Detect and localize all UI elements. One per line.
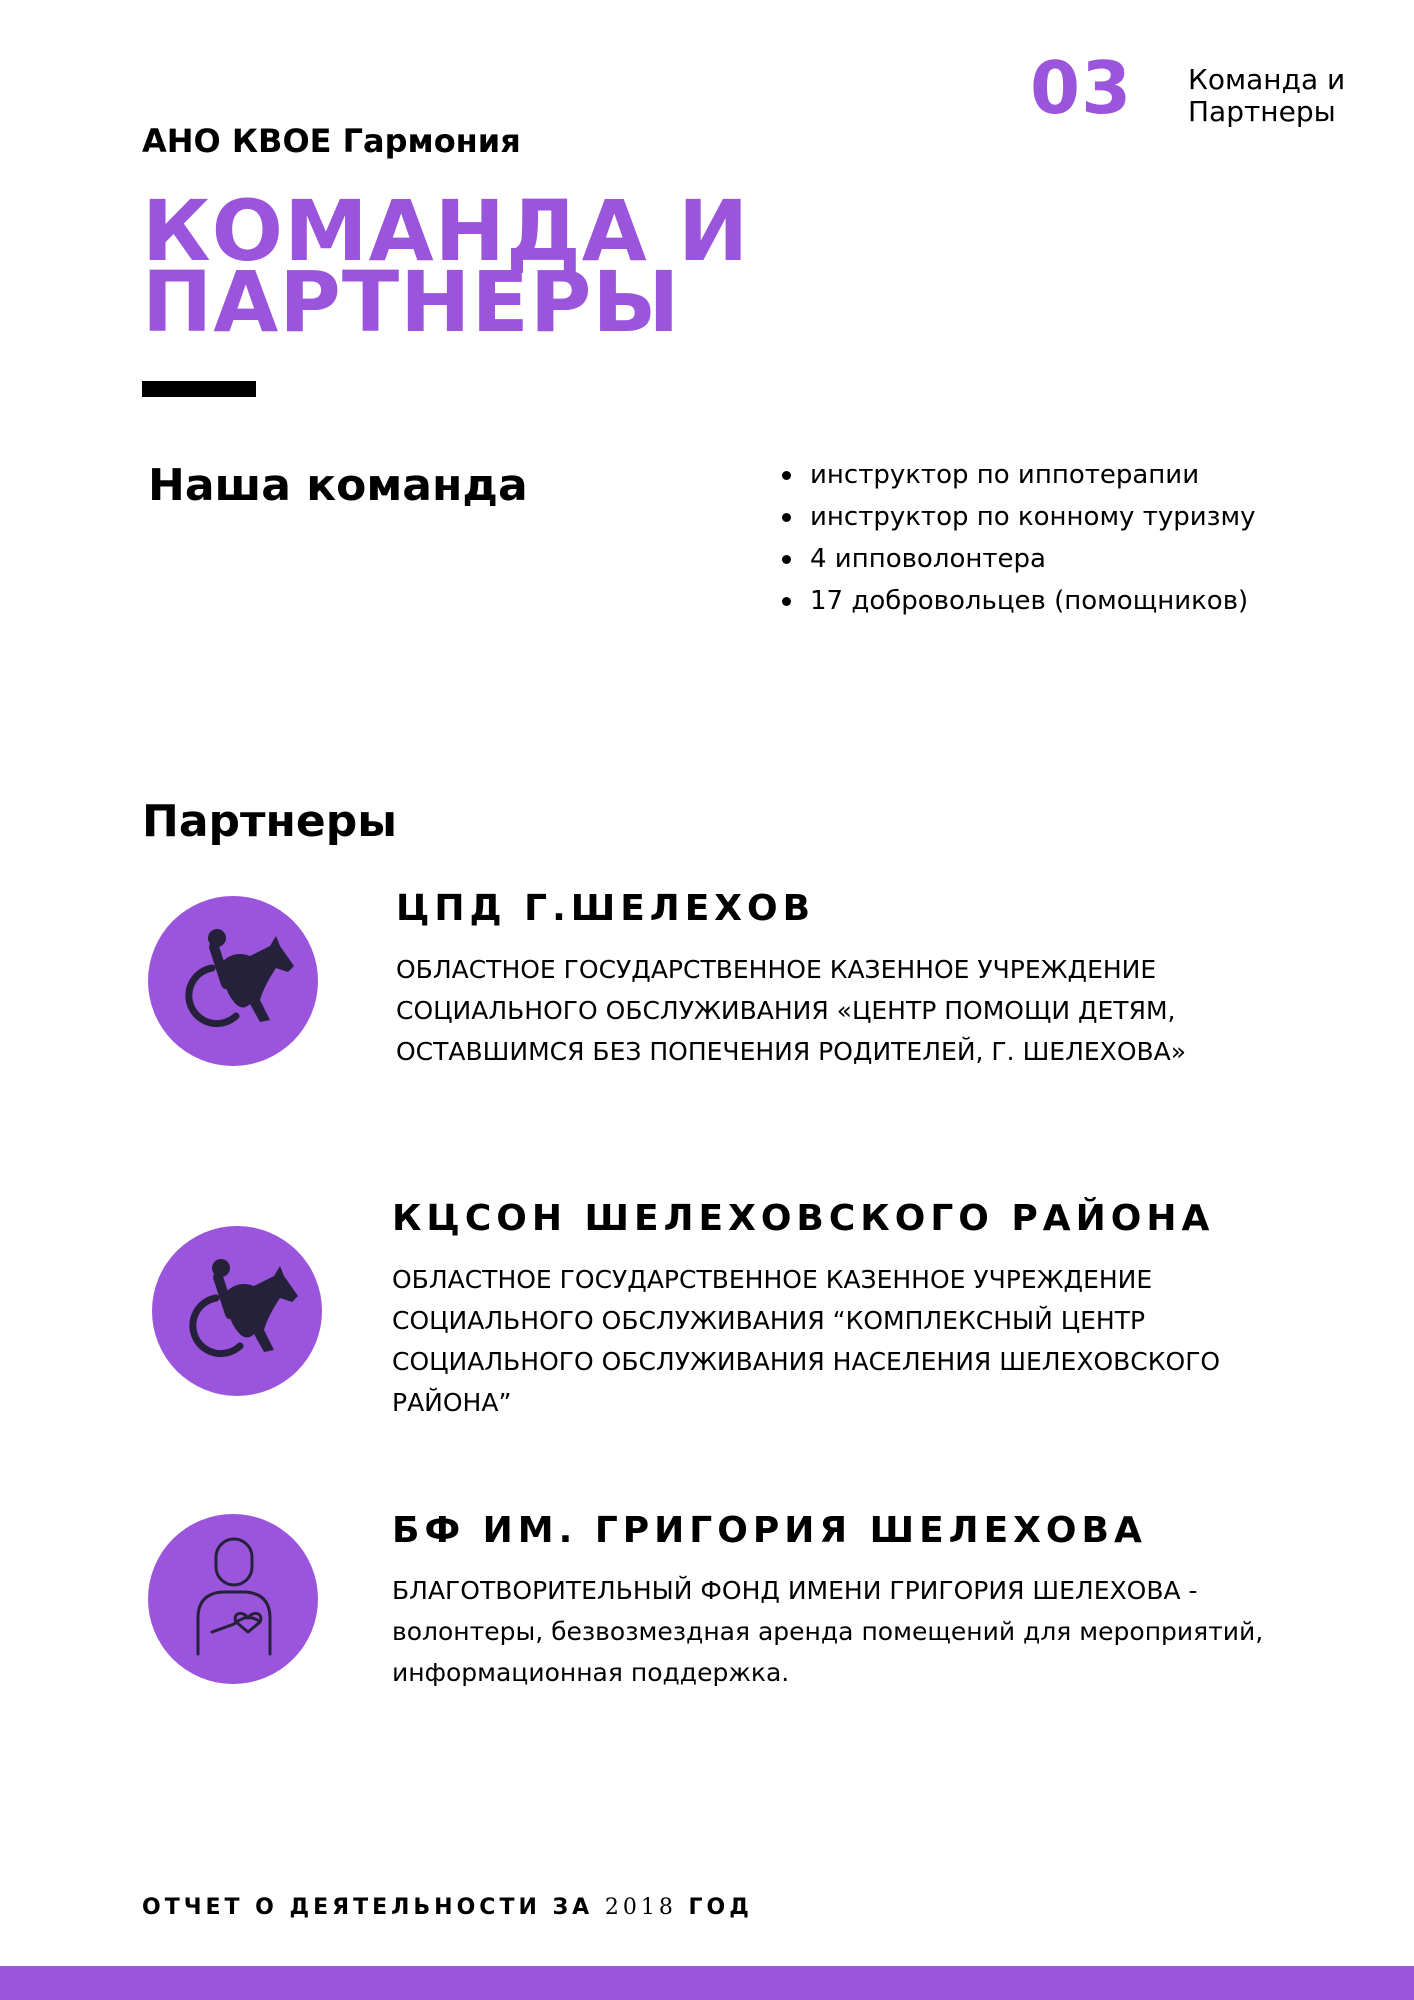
partners-heading: Партнеры — [142, 796, 398, 847]
section-name — [1188, 64, 1388, 128]
partner-description: ОБЛАСТНОЕ ГОСУДАРСТВЕННОЕ КАЗЕННОЕ УЧРЕЖДЕНИЕ СОЦИАЛЬНОГО ОБСЛУЖИВАНИЯ «ЦЕНТР ПОМОЩИ ДЕТЯМ, ОСТАВШИМСЯ БЕЗ ПОПЕЧЕНИЯ РОДИТЕЛЕЙ, Г. ШЕЛЕХОВА» — [396, 955, 1187, 1066]
team-list-item: инструктор по иппотерапии — [810, 454, 1370, 496]
footer-year: 2018 — [604, 1895, 677, 1920]
team-list — [775, 454, 1370, 622]
partner-title: КЦСОН ШЕЛЕХОВСКОГО РАЙОНА — [392, 1198, 1215, 1239]
partner-description: БЛАГОТВОРИТЕЛЬНЫЙ ФОНД ИМЕНИ ГРИГОРИЯ ШЕЛЕХОВА - волонтеры, безвозмездная аренда помещений для мероприятий, информационная поддержка. — [392, 1576, 1264, 1687]
partner-title: ЦПД Г.ШЕЛЕХОВ — [396, 888, 816, 929]
partner-description: ОБЛАСТНОЕ ГОСУДАРСТВЕННОЕ КАЗЕННОЕ УЧРЕЖДЕНИЕ СОЦИАЛЬНОГО ОБСЛУЖИВАНИЯ “КОМПЛЕКСНЫЙ ЦЕНТР СОЦИАЛЬНОГО ОБСЛУЖИВАНИЯ НАСЕЛЕНИЯ ШЕЛЕХОВСКОГО РАЙОНА” — [392, 1265, 1221, 1417]
section-name-line1: Команда и — [1188, 63, 1346, 96]
team-list-item: 4 ипповолонтера — [810, 538, 1370, 580]
page-title — [142, 182, 750, 351]
footer-accent-bar — [0, 1966, 1414, 2000]
hippotherapy-icon — [148, 896, 318, 1066]
partner-title: БФ ИМ. ГРИГОРИЯ ШЕЛЕХОВА — [392, 1510, 1147, 1551]
hippotherapy-icon — [152, 1226, 322, 1396]
report-footer — [142, 1895, 753, 1920]
title-underline — [142, 381, 256, 397]
footer-text-end: ГОД — [676, 1895, 753, 1920]
page-title-line2: ПАРТНЕРЫ — [142, 252, 681, 351]
org-name: АНО КВОЕ Гармония — [142, 122, 521, 160]
team-list-item: инструктор по конному туризму — [810, 496, 1370, 538]
section-name-line2: Партнеры — [1188, 95, 1336, 129]
team-list-item: 17 добровольцев (помощников) — [810, 580, 1370, 622]
volunteer-heart-icon — [148, 1514, 318, 1684]
page-title-line1: КОМАНДА И — [142, 182, 750, 280]
footer-text-start: ОТЧЕТ О ДЕЯТЕЛЬНОСТИ ЗА — [142, 1895, 605, 1920]
page-number: 03 — [1030, 46, 1133, 130]
team-heading: Наша команда — [148, 460, 528, 511]
